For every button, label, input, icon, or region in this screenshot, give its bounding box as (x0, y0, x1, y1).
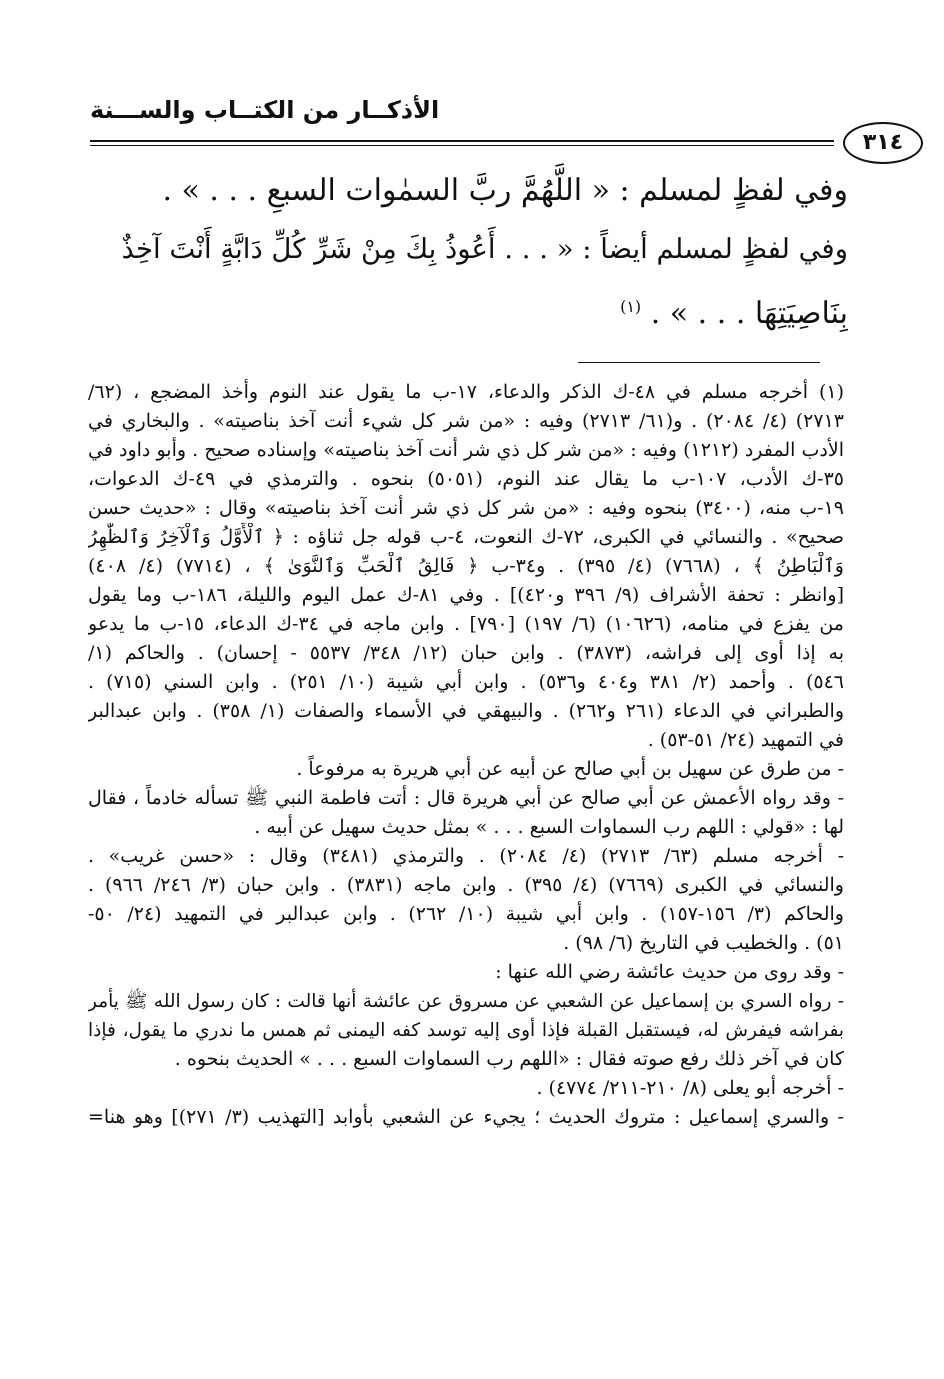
footnote-line: (١) أخرجه مسلم في ٤٨-ك الذكر والدعاء، ١٧-ب ما يقول عند النوم وأخذ المضجع ، (٦٢/ (88, 381, 844, 403)
footnote-line: والحاكم (٣/ ١٥٦-١٥٧) . وابن أبي شيبة (١٠/ ٢٦٢) . وابن عبدالبر في التمهيد (٢٤/ ٥٠- (88, 903, 844, 925)
footnote-line: صحيح» . والنسائي في الكبرى، ٧٢-ك النعوت، ٤-ب قوله جل ثناؤه : ﴿ ٱلْأَوَّلُ وَٱلْآخِرُ وَٱلظَّٰهِرُ (88, 526, 844, 548)
running-title: الأذكــار من الكتــاب والســـنة (90, 96, 440, 124)
footnote-line: ٥١) . والخطيب في التاريخ (٦/ ٩٨) . (563, 932, 844, 954)
footnotes (88, 378, 844, 1132)
header-rule (90, 140, 834, 142)
footnote-line: ٣٥-ك الأدب، ١٠٧-ب ما يقال عند النوم، (٥٠٥١) بنحوه . والترمذي في ٤٩-ك الدعوات، (88, 468, 844, 490)
main-line-3-text: بِنَاصِيَتِهَا . . . » . (650, 296, 848, 331)
footnote-line: - وقد روى من حديث عائشة رضي الله عنها : (495, 961, 844, 983)
footnote-line: وَٱلْبَاطِنُ ﴾ ، (٧٦٦٨) (٤/ ٣٩٥) . و٣٤-ب ﴿ فَالِقُ ٱلْحَبِّ وَٱلنَّوَىٰ ﴾ ، (٧٧١٤) (٤/ ٤٠٨) (88, 555, 844, 577)
footnote-line: ١٩-ب منه، (٣٤٠٠) بنحوه وفيه : «من شر كل ذي شر أنت آخذ بناصيته» وقال : «حديث حسن (88, 497, 844, 519)
footnote-line: والنسائي في الكبرى (٧٦٦٩) (٤/ ٣٩٥) . وابن ماجه (٣٨٣١) . وابن حبان (٣/ ٢٤٦/ ٩٦٦) . (88, 874, 844, 896)
footnote-line: في التمهيد (٢٤/ ٥١-٥٣) . (647, 729, 844, 751)
footnote-line: من يفزع في منامه، (١٠٦٢٦) (٦/ ١٩٧) [٧٩٠] . وابن ماجه في ٣٤-ك الدعاء، ١٥-ب ما يدعو (88, 613, 844, 635)
footnote-line: ٥٤٦) . وأحمد (٢/ ٣٨١ و٤٠٤ و٥٣٦) . وابن أبي شيبة (١٠/ ٢٥١) . وابن السني (٧١٥) . (88, 671, 844, 693)
footnote-line: - أخرجه مسلم (٦٣/ ٢٧١٣) (٤/ ٢٠٨٤) . والترمذي (٣٤٨١) وقال : «حسن غريب» . (88, 845, 844, 867)
main-line-1: وفي لفظٍ لمسلم : « اللَّهُمَّ ربَّ السمٰوات السبعِ . . . » . (162, 173, 848, 208)
main-line-3 (120, 278, 848, 343)
footnote-line: - أخرجه أبو يعلى (٨/ ٢١٠-٢١١/ ٤٧٧٤) . (536, 1077, 844, 1099)
footnote-line: - رواه السري بن إسماعيل عن الشعبي عن مسروق عن عائشة أنها قالت : كان رسول الله ﷺ يأمر (88, 991, 844, 1012)
footnote-reference: (١) (620, 297, 642, 316)
footnote-line: كان في آخر ذلك رفع صوته فقال : «اللهم رب السماوات السبع . . . » الحديث بنحوه . (174, 1048, 844, 1070)
main-text (120, 162, 848, 343)
footnote-line: لها : «قولي : اللهم رب السماوات السبع . . . » بمثل حديث سهيل عن أبيه . (254, 816, 844, 838)
footnote-line: - وقد رواه الأعمش عن أبي صالح عن أبي هريرة قال : أتت فاطمة النبي ﷺ تسأله خادماً ، فقال (88, 787, 844, 809)
footnote-line: والطبراني في الدعاء (٢٦١ و٢٦٢) . والبيهقي في الأسماء والصفات (١/ ٣٥٨) . وابن عبدالبر (88, 700, 844, 722)
footnote-line: - والسري إسماعيل : متروك الحديث ؛ يجيء عن الشعبي بأوابد [التهذيب (٣/ ٢٧١)] وهو هنا= (88, 1106, 844, 1128)
footnote-line: [وانظر : تحفة الأشراف (٩/ ٣٩٦ و٤٢٠)] . وفي ٨١-ك عمل اليوم والليلة، ١٨٦-ب وما يقول (88, 584, 844, 606)
footnote-line: ٢٧١٣) (٤/ ٢٠٨٤) . و(٦١/ ٢٧١٣) وفيه : «من شر كل شيء أنت آخذ بناصيته» . والبخاري في (88, 410, 844, 432)
footnote-line: به إذا أوى إلى فراشه، (٣٨٧٣) . وابن حبان (١٢/ ٣٤٨/ ٥٥٣٧ - إحسان) . والحاكم (١/ (88, 642, 844, 664)
footnote-line: الأدب المفرد (١٢١٢) وفيه : «من شر كل ذي شر أنت آخذ بناصيته» وإسناده صحيح . وأبو داود في (88, 439, 844, 461)
header-rule-thin (90, 145, 834, 146)
footnote-line: بفراشه فيفرش له، فيستقبل القبلة فإذا أوى إليه توسد كفه اليمنى ثم همس ما ندري ما يقول، فإذا (88, 1020, 844, 1041)
footnote-line: - من طرق عن سهيل بن أبي صالح عن أبيه عن أبي هريرة به مرفوعاً . (296, 758, 844, 780)
footnote-separator (578, 362, 820, 363)
main-line-2: وفي لفظٍ لمسلم أيضاً : « . . . أَعُوذُ بِكَ مِنْ شَرِّ كُلِّ دَابَّةٍ أَنْتَ آخِذٌ (121, 233, 848, 265)
page-number: ٣١٤ (843, 122, 923, 164)
